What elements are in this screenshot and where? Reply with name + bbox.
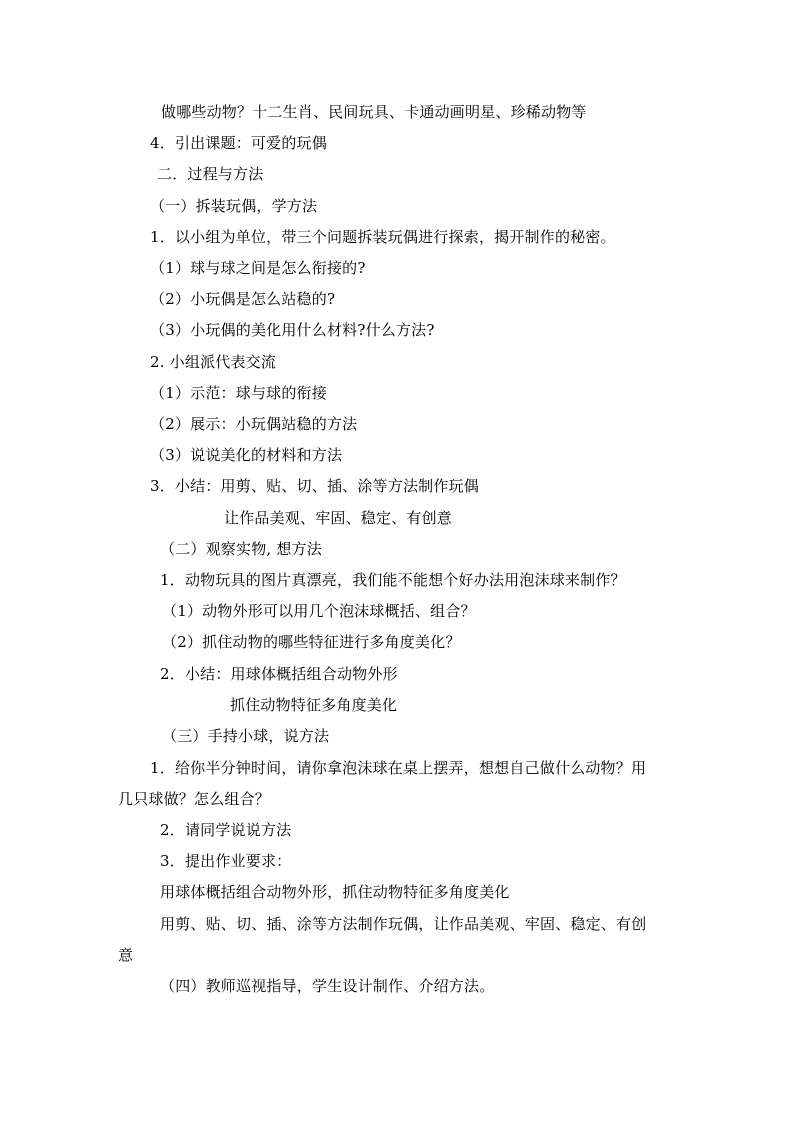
- text-line: 抓住动物特征多角度美化: [230, 696, 398, 714]
- text-line: 让作品美观、牢固、稳定、有创意: [224, 509, 453, 527]
- text-line: （2）小玩偶是怎么站稳的?: [150, 290, 336, 308]
- text-line: 2．小结：用球体概括组合动物外形: [160, 665, 398, 683]
- subsection-heading: （一）拆装玩偶，学方法: [150, 197, 318, 215]
- text-line: 用剪、贴、切、插、涂等方法制作玩偶，让作品美观、牢固、稳定、有创: [160, 915, 647, 933]
- text-line: 2. 小组派代表交流: [150, 353, 277, 371]
- text-line: （1）动物外形可以用几个泡沫球概括、组合？: [162, 602, 476, 620]
- text-line: （1）球与球之间是怎么衔接的?: [150, 259, 366, 277]
- text-line: （1）示范：球与球的衔接: [150, 384, 327, 402]
- subsection-heading: （三）手持小球，说方法: [162, 727, 330, 745]
- text-line: 3．提出作业要求：: [160, 852, 292, 870]
- text-line: 几只球做？怎么组合？: [118, 790, 271, 808]
- text-line: （3）小玩偶的美化用什么材料?什么方法?: [150, 321, 435, 339]
- text-line: 意: [118, 946, 134, 964]
- text-line: 2．请同学说说方法: [160, 821, 292, 839]
- text-line: 用球体概括组合动物外形，抓住动物特征多角度美化: [160, 883, 510, 901]
- subsection-heading: （二）观察实物, 想方法: [160, 540, 322, 558]
- text-line: 1．以小组为单位，带三个问题拆装玩偶进行探索，揭开制作的秘密。: [150, 228, 616, 246]
- text-line: （3）说说美化的材料和方法: [150, 446, 343, 464]
- subsection-heading: （四）教师巡视指导，学生设计制作、介绍方法。: [160, 977, 495, 995]
- text-line: 4．引出课题：可爱的玩偶: [150, 134, 327, 152]
- text-line: 做哪些动物？十二生肖、民间玩具、卡通动画明星、珍稀动物等: [161, 103, 587, 121]
- text-line: 1．动物玩具的图片真漂亮，我们能不能想个好办法用泡沫球来制作？: [160, 571, 626, 589]
- text-line: （2）抓住动物的哪些特征进行多角度美化？: [162, 633, 461, 651]
- text-line: 1．给你半分钟时间，请你拿泡沫球在桌上摆弄，想想自己做什么动物？用: [150, 759, 647, 777]
- section-heading: 二．过程与方法: [157, 165, 264, 183]
- text-line: （2）展示：小玩偶站稳的方法: [150, 415, 358, 433]
- text-line: 3．小结：用剪、贴、切、插、涂等方法制作玩偶: [150, 477, 479, 495]
